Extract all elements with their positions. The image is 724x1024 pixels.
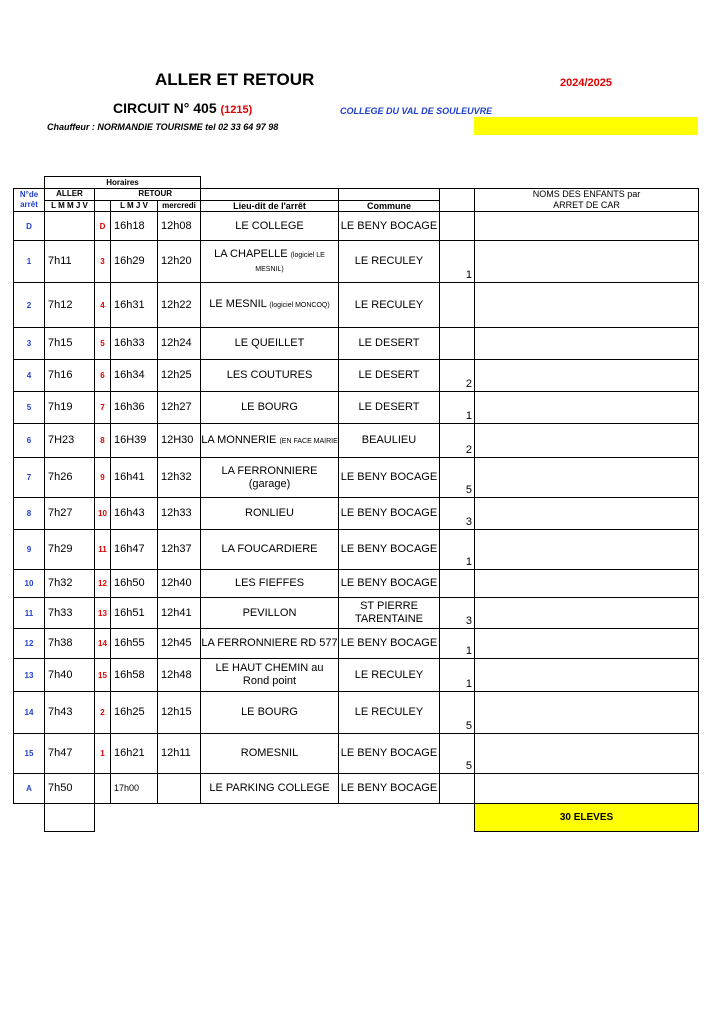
school-year: 2024/2025: [560, 77, 612, 89]
mercredi-time: 12h48: [158, 659, 201, 692]
student-count: 5: [440, 458, 475, 498]
retour-time: 17h00: [111, 774, 158, 804]
retour-time: 16h25: [111, 692, 158, 734]
mercredi-time: 12h41: [158, 598, 201, 629]
student-count: 3: [440, 498, 475, 530]
table-row: [14, 598, 699, 629]
children-names: [475, 530, 699, 570]
total-students: 30 ELEVES: [475, 804, 699, 832]
student-count: [440, 328, 475, 360]
children-names: [475, 283, 699, 328]
retour-order: 5: [95, 328, 111, 360]
retour-time: 16h47: [111, 530, 158, 570]
stop-commune: LE RECULEY: [339, 659, 440, 692]
aller-time: 7h27: [45, 498, 95, 530]
stop-commune: LE DESERT: [339, 392, 440, 424]
aller-time: 7h38: [45, 629, 95, 659]
stop-number: 13: [14, 659, 45, 692]
stop-number: 11: [14, 598, 45, 629]
stop-number-header: N°de arrêt: [14, 189, 45, 212]
table-row: [14, 458, 699, 498]
children-names: [475, 360, 699, 392]
mercredi-time: [158, 774, 201, 804]
stop-commune: LE BENY BOCAGE: [339, 774, 440, 804]
stop-location: RONLIEU: [201, 498, 339, 530]
table-row: [14, 498, 699, 530]
aller-time: 7h26: [45, 458, 95, 498]
stop-commune: LE BENY BOCAGE: [339, 498, 440, 530]
aller-time: 7h12: [45, 283, 95, 328]
children-names: [475, 692, 699, 734]
retour-days: L M J V: [111, 200, 158, 212]
stop-number: 12: [14, 629, 45, 659]
retour-time: 16h34: [111, 360, 158, 392]
student-count: 1: [440, 392, 475, 424]
circuit-code: (1215): [220, 104, 253, 116]
table-row: [14, 424, 699, 458]
student-count: 3: [440, 598, 475, 629]
stop-location: LE HAUT CHEMIN au Rond point: [201, 659, 339, 692]
total-row: [14, 804, 699, 832]
stop-commune: LE BENY BOCAGE: [339, 530, 440, 570]
table-row: [14, 392, 699, 424]
stop-commune: LE BENY BOCAGE: [339, 570, 440, 598]
retour-order: 14: [95, 629, 111, 659]
mercredi-time: 12h22: [158, 283, 201, 328]
student-count: [440, 212, 475, 241]
children-names: [475, 212, 699, 241]
aller-time: 7h50: [45, 774, 95, 804]
stop-number: 9: [14, 530, 45, 570]
children-names: [475, 598, 699, 629]
mercredi-time: 12h45: [158, 629, 201, 659]
stop-location: LE MESNIL (logiciel MONCOQ): [201, 283, 339, 328]
retour-order: 10: [95, 498, 111, 530]
aller-time: 7h40: [45, 659, 95, 692]
children-names: [475, 774, 699, 804]
children-names: [475, 629, 699, 659]
table-row: [14, 530, 699, 570]
stop-number: 2: [14, 283, 45, 328]
stop-location: LE BOURG: [201, 392, 339, 424]
stop-commune: ST PIERRE TARENTAINE: [339, 598, 440, 629]
stop-location: PEVILLON: [201, 598, 339, 629]
student-count: 2: [440, 424, 475, 458]
mercredi-time: 12h25: [158, 360, 201, 392]
mercredi-time: 12H30: [158, 424, 201, 458]
stop-commune: LE RECULEY: [339, 283, 440, 328]
children-names: [475, 424, 699, 458]
stop-commune: LE BENY BOCAGE: [339, 458, 440, 498]
retour-time: 16h50: [111, 570, 158, 598]
retour-time: 16h31: [111, 283, 158, 328]
retour-time: 16h58: [111, 659, 158, 692]
aller-days: L M M J V: [45, 200, 95, 212]
table-row: [14, 659, 699, 692]
highlight-box: [474, 117, 698, 135]
aller-time: 7H23: [45, 424, 95, 458]
mercredi-time: 12h24: [158, 328, 201, 360]
circuit-number: [113, 100, 252, 116]
retour-time: 16h36: [111, 392, 158, 424]
lieu-header: Lieu-dit de l'arrêt: [201, 200, 339, 212]
table-row: [14, 212, 699, 241]
mercredi-header: mercredi: [158, 200, 201, 212]
names-header: NOMS DES ENFANTS par ARRET DE CAR: [475, 189, 699, 212]
stop-location: LA FOUCARDIERE: [201, 530, 339, 570]
student-count: 1: [440, 241, 475, 283]
student-count: 1: [440, 659, 475, 692]
mercredi-time: 12h27: [158, 392, 201, 424]
student-count: 5: [440, 692, 475, 734]
stop-number: 10: [14, 570, 45, 598]
stop-commune: LE BENY BOCAGE: [339, 212, 440, 241]
stop-number: 1: [14, 241, 45, 283]
retour-order: 4: [95, 283, 111, 328]
table-row: [14, 692, 699, 734]
stop-number: 5: [14, 392, 45, 424]
document-title: ALLER ET RETOUR: [155, 70, 315, 89]
retour-time: 16h33: [111, 328, 158, 360]
retour-time: 16h21: [111, 734, 158, 774]
retour-order: 2: [95, 692, 111, 734]
schedule-table: [13, 176, 699, 832]
stop-number: 7: [14, 458, 45, 498]
table-row: [14, 360, 699, 392]
retour-order: 8: [95, 424, 111, 458]
commune-header: Commune: [339, 200, 440, 212]
retour-order: 6: [95, 360, 111, 392]
retour-time: 16h55: [111, 629, 158, 659]
horaires-header: Horaires: [45, 177, 201, 189]
college-name: COLLEGE DU VAL DE SOULEUVRE: [340, 106, 493, 116]
stop-commune: LE BENY BOCAGE: [339, 629, 440, 659]
retour-order: [95, 774, 111, 804]
stop-commune: LE RECULEY: [339, 241, 440, 283]
stop-location: LA FERRONNIERE RD 577: [201, 629, 339, 659]
aller-time: 7h15: [45, 328, 95, 360]
table-row: [14, 570, 699, 598]
mercredi-time: 12h37: [158, 530, 201, 570]
retour-order: 11: [95, 530, 111, 570]
aller-header: ALLER: [45, 189, 95, 201]
stop-location: LES FIEFFES: [201, 570, 339, 598]
retour-time: 16h18: [111, 212, 158, 241]
retour-order: 1: [95, 734, 111, 774]
retour-time: 16H39: [111, 424, 158, 458]
mercredi-time: 12h08: [158, 212, 201, 241]
table-row: [14, 241, 699, 283]
student-count: 2: [440, 360, 475, 392]
mercredi-time: 12h40: [158, 570, 201, 598]
retour-order: 12: [95, 570, 111, 598]
mercredi-time: 12h15: [158, 692, 201, 734]
aller-time: 7h47: [45, 734, 95, 774]
stop-location: LE QUEILLET: [201, 328, 339, 360]
stop-location: LE PARKING COLLEGE: [201, 774, 339, 804]
stop-commune: LE BENY BOCAGE: [339, 734, 440, 774]
stop-number: 8: [14, 498, 45, 530]
aller-time: 7h32: [45, 570, 95, 598]
student-count: 5: [440, 734, 475, 774]
table-row: [14, 328, 699, 360]
stop-location: ROMESNIL: [201, 734, 339, 774]
table-row: [14, 774, 699, 804]
stop-number: 4: [14, 360, 45, 392]
aller-time: 7h11: [45, 241, 95, 283]
children-names: [475, 241, 699, 283]
student-count: [440, 283, 475, 328]
stop-location: LA CHAPELLE (logiciel LE MESNIL): [201, 241, 339, 283]
stop-number: 14: [14, 692, 45, 734]
retour-order: 3: [95, 241, 111, 283]
children-names: [475, 659, 699, 692]
table-row: [14, 283, 699, 328]
retour-order: 9: [95, 458, 111, 498]
stop-commune: LE DESERT: [339, 360, 440, 392]
children-names: [475, 328, 699, 360]
circuit-label: CIRCUIT N° 405: [113, 100, 217, 116]
children-names: [475, 392, 699, 424]
stop-location: LE BOURG: [201, 692, 339, 734]
mercredi-time: 12h32: [158, 458, 201, 498]
retour-order: 7: [95, 392, 111, 424]
stop-location: LA MONNERIE (EN FACE MAIRIE: [201, 424, 339, 458]
children-names: [475, 734, 699, 774]
retour-time: 16h43: [111, 498, 158, 530]
children-names: [475, 570, 699, 598]
stop-number: 6: [14, 424, 45, 458]
retour-order: 13: [95, 598, 111, 629]
children-names: [475, 458, 699, 498]
aller-time: 7h33: [45, 598, 95, 629]
stop-number: D: [14, 212, 45, 241]
stop-number: 3: [14, 328, 45, 360]
retour-time: 16h41: [111, 458, 158, 498]
table-row: [14, 629, 699, 659]
stop-number: 15: [14, 734, 45, 774]
aller-time: 7h43: [45, 692, 95, 734]
stop-location: LES COUTURES: [201, 360, 339, 392]
retour-order: D: [95, 212, 111, 241]
stop-commune: BEAULIEU: [339, 424, 440, 458]
mercredi-time: 12h33: [158, 498, 201, 530]
stop-location: LE COLLEGE: [201, 212, 339, 241]
retour-order: 15: [95, 659, 111, 692]
table-row: [14, 734, 699, 774]
mercredi-time: 12h11: [158, 734, 201, 774]
aller-time: [45, 212, 95, 241]
student-count: 1: [440, 530, 475, 570]
student-count: 1: [440, 629, 475, 659]
retour-header: RETOUR: [111, 189, 201, 201]
aller-time: 7h29: [45, 530, 95, 570]
children-names: [475, 498, 699, 530]
retour-time: 16h29: [111, 241, 158, 283]
stop-commune: LE DESERT: [339, 328, 440, 360]
student-count: [440, 774, 475, 804]
retour-time: 16h51: [111, 598, 158, 629]
student-count: [440, 570, 475, 598]
stop-location: LA FERRONNIERE (garage): [201, 458, 339, 498]
stop-commune: LE RECULEY: [339, 692, 440, 734]
driver-info: Chauffeur : NORMANDIE TOURISME tel 02 33 64 97 98: [47, 122, 279, 132]
aller-time: 7h16: [45, 360, 95, 392]
mercredi-time: 12h20: [158, 241, 201, 283]
stop-number: A: [14, 774, 45, 804]
aller-time: 7h19: [45, 392, 95, 424]
